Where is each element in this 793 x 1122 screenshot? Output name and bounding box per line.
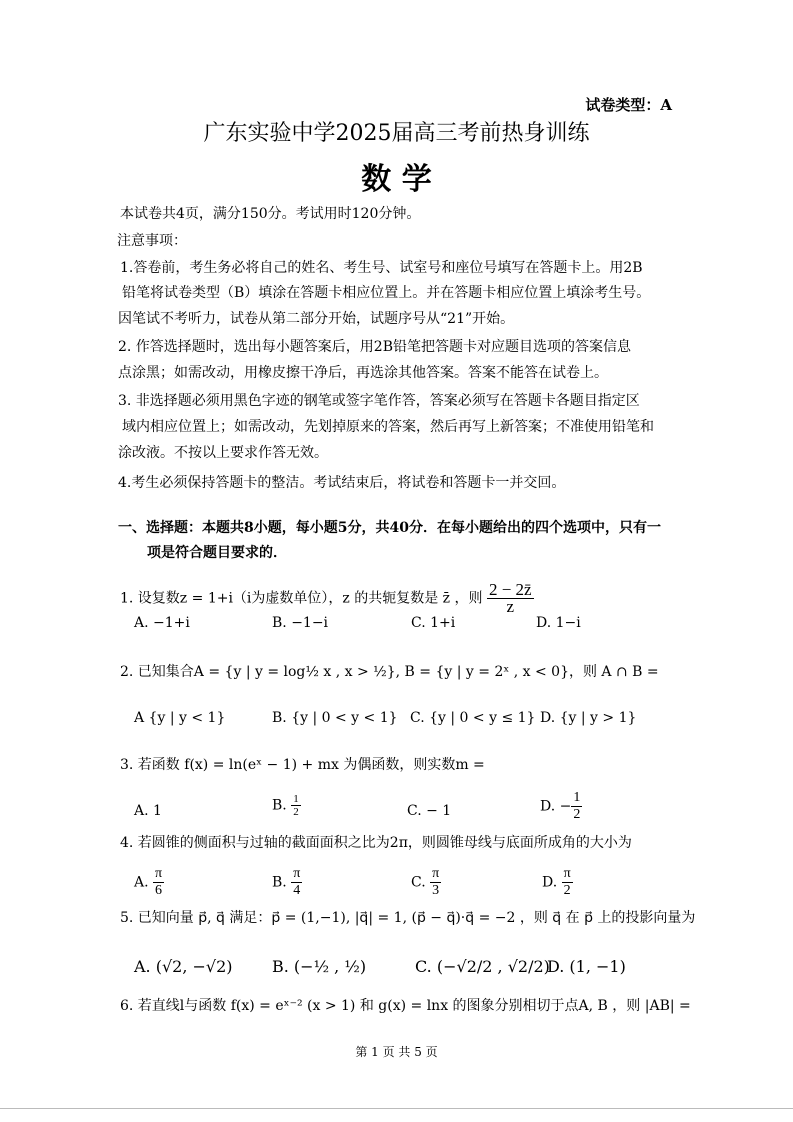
option-c: C. {y | 0 < y ≤ 1} — [410, 710, 536, 726]
denominator: z — [506, 597, 515, 616]
option-a: A. 1 — [134, 803, 162, 819]
paper-type: 试卷类型：A — [585, 96, 672, 114]
fraction — [487, 582, 534, 615]
notice-line: 涂改液。不按以上要求作答无效。 — [118, 445, 328, 461]
numerator: π — [432, 866, 440, 881]
notice-line: 域内相应位置上；如需改动，先划掉原来的答案，然后再写上新答案；不准使用铅笔和 — [122, 419, 654, 435]
numerator: 1 — [573, 790, 581, 805]
option-d — [542, 866, 573, 899]
option-d: D. {y | y > 1} — [540, 710, 637, 726]
option-label: C. — [411, 874, 426, 891]
section-heading: 一、选择题：本题共8小题，每小题5分，共40分．在每小题给出的四个选项中，只有一 — [118, 520, 661, 536]
question-2: 2. 已知集合A = {y | y = log½ x , x > ½}, B = {y | y = 2ˣ , x < 0}，则 A ∩ B = — [120, 664, 659, 680]
option-d: D. 1−i — [536, 615, 581, 631]
subject-title: 数 学 — [361, 162, 432, 197]
option-b: B. (−½ , ½) — [272, 957, 367, 976]
notice-line: 3. 非选择题必须用黑色字迹的钢笔或签字笔作答，答案必须写在答题卡各题目指定区 — [118, 393, 640, 409]
denominator: 2 — [573, 807, 581, 822]
question-stem: 1. 设复数z = 1+i（i为虚数单位），z 的共轭复数是 z̄ ，则 — [120, 590, 483, 607]
numerator: π — [155, 866, 163, 881]
question-5: 5. 已知向量 p⃗, q⃗ 满足：p⃗ = (1,−1), |q⃗| = 1, (p⃗ − q⃗)·q⃗ = −2 ，则 q⃗ 在 p⃗ 上的投影向量为 — [120, 910, 696, 926]
numerator: π — [563, 866, 571, 881]
numerator: π — [293, 866, 301, 881]
denominator: 2 — [563, 883, 571, 898]
option-a: A {y | y < 1} — [134, 710, 226, 726]
denominator: 6 — [155, 883, 163, 898]
fraction — [291, 793, 301, 818]
page-bottom-divider — [0, 1108, 793, 1109]
notice-heading: 注意事项： — [117, 233, 187, 249]
option-c: C. − 1 — [407, 803, 452, 819]
option-c: C. 1+i — [411, 615, 456, 631]
fraction — [153, 866, 164, 899]
notice-line: 点涂黑；如需改动，用橡皮擦干净后，再选涂其他答案。答案不能答在试卷上。 — [118, 365, 608, 381]
option-c — [411, 866, 441, 899]
option-label: D. − — [540, 798, 572, 815]
notice-line: 铅笔将试卷类型（B）填涂在答题卡相应位置上。并在答题卡相应位置上填涂考生号。 — [122, 285, 651, 301]
option-c: C. (−√2/2 , √2/2) — [415, 957, 550, 976]
option-label: B. — [272, 874, 287, 891]
notice-line: 4.考生必须保持答题卡的整洁。考试结束后，将试卷和答题卡一并交回。 — [118, 475, 566, 491]
numerator: 1 — [293, 793, 299, 805]
option-d: D. (1, −1) — [547, 957, 626, 976]
question-1 — [120, 582, 534, 615]
intro: 本试卷共4页，满分150分。考试用时120分钟。 — [120, 206, 421, 222]
fraction — [571, 790, 582, 823]
fraction — [291, 866, 302, 899]
question-6: 6. 若直线l与函数 f(x) = eˣ⁻² (x > 1) 和 g(x) = lnx 的图象分别相切于点A, B ，则 |AB| = — [120, 998, 691, 1014]
page-footer: 第 1 页 共 5 页 — [355, 1045, 438, 1059]
option-b: B. {y | 0 < y < 1} — [272, 710, 398, 726]
section-heading-cont: 项是符合题目要求的． — [147, 545, 287, 561]
option-label: A. — [134, 874, 149, 891]
fraction — [562, 866, 573, 899]
question-3: 3. 若函数 f(x) = ln(eˣ − 1) + mx 为偶函数，则实数m = — [120, 757, 485, 773]
option-a — [134, 866, 164, 899]
question-4: 4. 若圆锥的侧面积与过轴的截面面积之比为2π，则圆锥母线与底面所成角的大小为 — [120, 835, 632, 851]
numerator: 2 − 2z̄ — [488, 580, 532, 599]
exam-title: 广东实验中学2025届高三考前热身训练 — [203, 121, 590, 146]
fraction — [430, 866, 441, 899]
option-b — [272, 793, 301, 818]
denominator: 2 — [293, 806, 299, 818]
option-label: B. — [272, 797, 287, 814]
option-d — [540, 790, 582, 823]
notice-line: 因笔试不考听力，试卷从第二部分开始，试题序号从“21”开始。 — [118, 311, 515, 327]
option-a: A. −1+i — [134, 615, 190, 631]
denominator: 4 — [293, 883, 301, 898]
denominator: 3 — [432, 883, 440, 898]
notice-line: 1.答卷前，考生务必将自己的姓名、考生号、试室号和座位号填写在答题卡上。用2B — [120, 260, 643, 276]
notice-line: 2. 作答选择题时，选出每小题答案后，用2B铅笔把答题卡对应题目选项的答案信息 — [118, 339, 632, 355]
option-label: D. — [542, 874, 558, 891]
option-b: B. −1−i — [272, 615, 329, 631]
option-b — [272, 866, 302, 899]
option-a: A. (√2, −√2) — [134, 957, 233, 976]
